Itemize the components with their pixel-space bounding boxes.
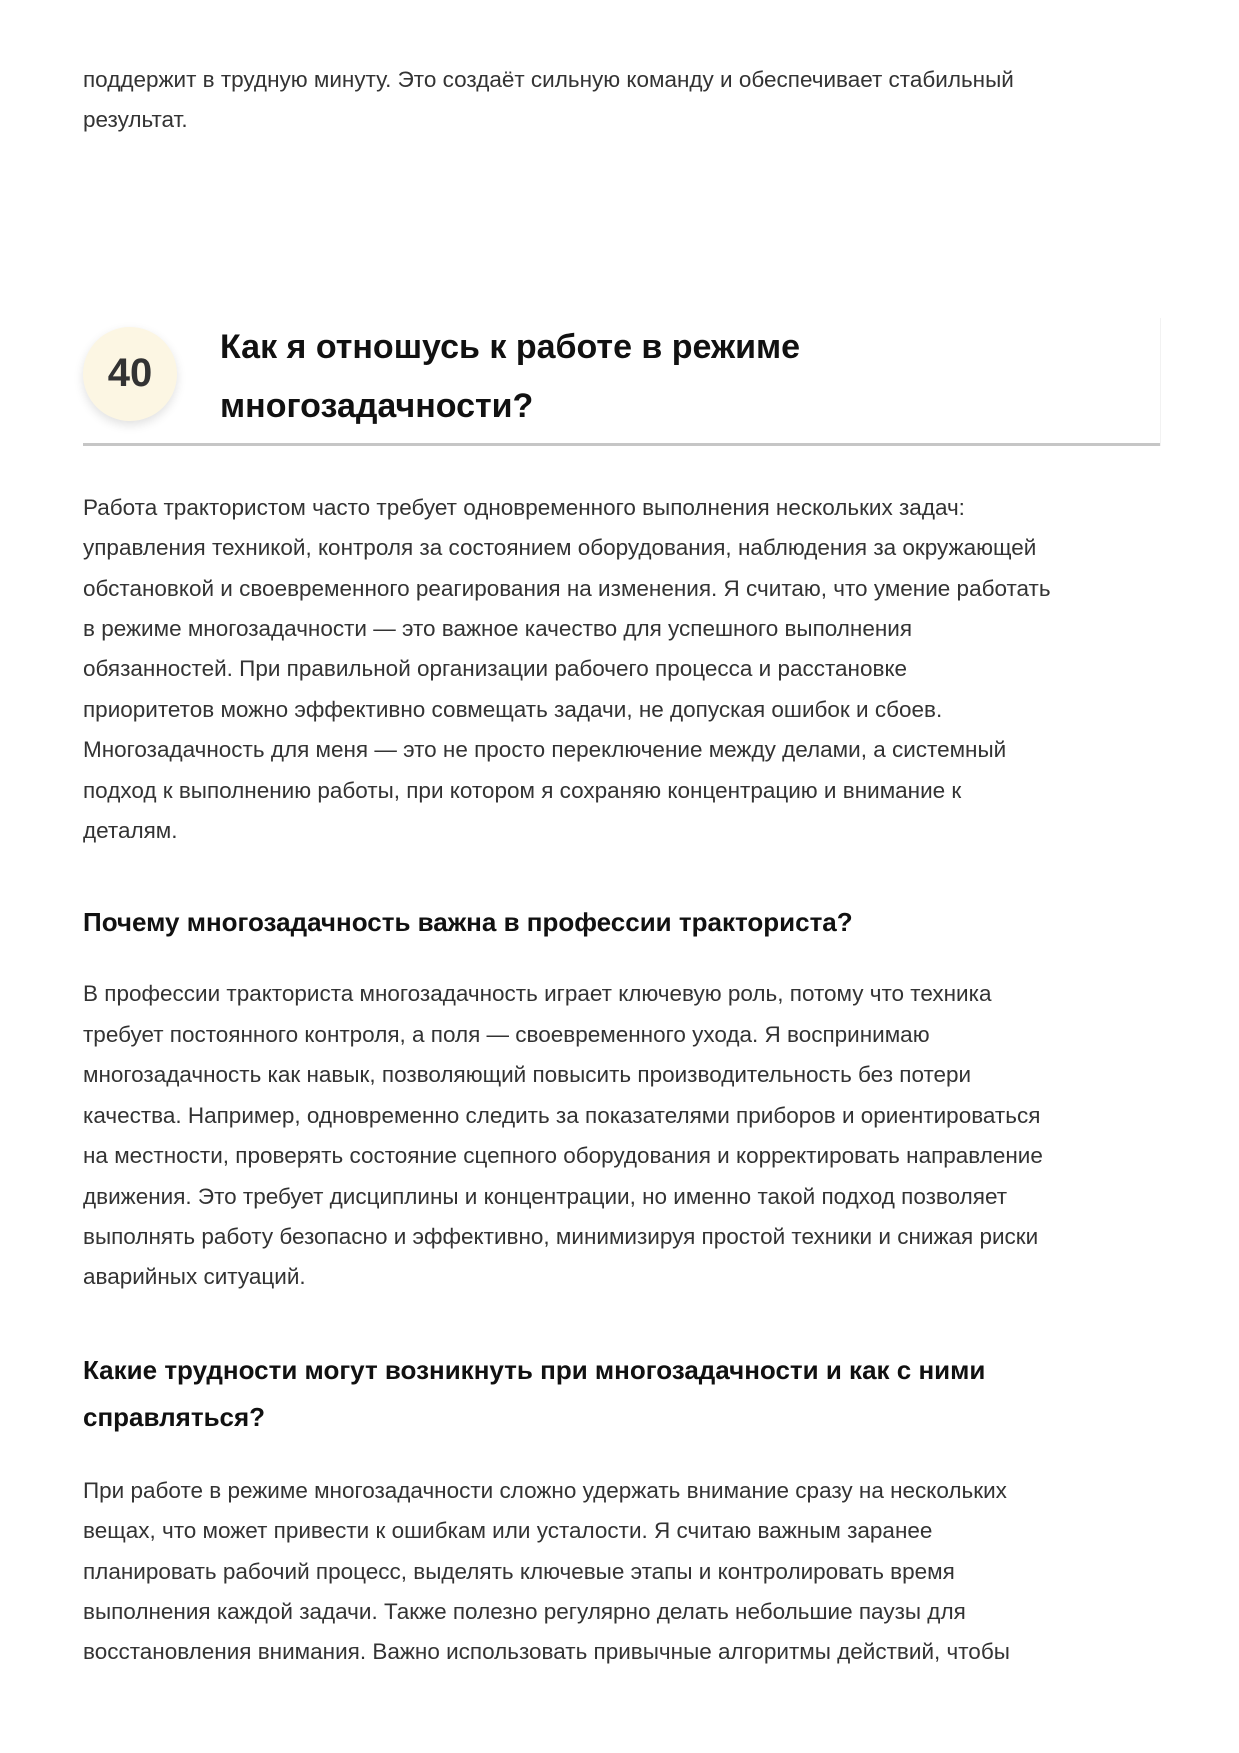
text-line: выполнения каждой задачи. Также полезно регулярно делать небольшие паузы для	[83, 1598, 966, 1624]
text-line: приоритетов можно эффективно совмещать задачи, не допуская ошибок и сбоев.	[83, 696, 943, 722]
section1-paragraph	[83, 974, 1160, 1297]
text-line: Работа трактористом часто требует одновременного выполнения нескольких задач:	[83, 494, 965, 520]
text-line: обстановкой и своевременного реагирования на изменения. Я считаю, что умение работать	[83, 575, 1051, 601]
text-line: многозадачность как навык, позволяющий повысить производительность без потери	[83, 1062, 972, 1088]
text-line: обязанностей. При правильной организации рабочего процесса и расстановке	[83, 656, 908, 682]
question-header	[83, 318, 1160, 446]
text-line: управления техникой, контроля за состоянием оборудования, наблюдения за окружающей	[83, 535, 1037, 561]
title-line: многозадачности?	[220, 386, 534, 425]
text-line: В профессии тракториста многозадачность играет ключевую роль, потому что техника	[83, 981, 992, 1007]
document-page	[83, 60, 1160, 1673]
text-line: вещах, что может привести к ошибкам или усталости. Я считаю важным заранее	[83, 1518, 933, 1544]
text-line: деталям.	[83, 818, 178, 844]
text-line: движения. Это требует дисциплины и концентрации, но именно такой подход позволяет	[83, 1183, 1008, 1209]
text-line: на местности, проверять состояние сцепного оборудования и корректировать направление	[83, 1143, 1043, 1169]
text-line: выполнять работу безопасно и эффективно, минимизируя простой техники и снижая риски	[83, 1223, 1039, 1249]
text-line: аварийных ситуаций.	[83, 1264, 306, 1290]
answer-paragraph	[83, 488, 1160, 852]
text-line: восстановления внимания. Важно использовать привычные алгоритмы действий, чтобы	[83, 1639, 1010, 1665]
heading-line: Почему многозадачность важна в профессии тракториста?	[83, 907, 853, 938]
text-line: поддержит в трудную минуту. Это создаёт сильную команду и обеспечивает стабильный	[83, 67, 1014, 92]
question-number-badge: 40	[83, 327, 177, 421]
text-line: подход к выполнению работы, при котором я сохраняю концентрацию и внимание к	[83, 777, 962, 803]
section1-heading	[83, 899, 1160, 946]
intro-paragraph	[83, 60, 1160, 141]
text-line: результат.	[83, 107, 188, 133]
text-line: качества. Например, одновременно следить за показателями приборов и ориентироваться	[83, 1102, 1041, 1128]
text-line: Многозадачность для меня — это не просто переключение между делами, а системный	[83, 737, 1007, 763]
heading-line: справляться?	[83, 1401, 266, 1432]
section2-paragraph	[83, 1471, 1160, 1673]
title-line: Как я отношусь к работе в режиме	[220, 327, 801, 366]
text-line: При работе в режиме многозадачности сложно удержать внимание сразу на нескольких	[83, 1477, 1007, 1503]
text-line: требует постоянного контроля, а поля — своевременного ухода. Я воспринимаю	[83, 1021, 930, 1047]
heading-line: Какие трудности могут возникнуть при многозадачности и как с ними	[83, 1354, 986, 1385]
text-line: в режиме многозадачности — это важное качество для успешного выполнения	[83, 616, 913, 642]
section2-heading	[83, 1347, 1160, 1441]
text-line: планировать рабочий процесс, выделять ключевые этапы и контролировать время	[83, 1558, 955, 1584]
question-title	[220, 318, 800, 436]
